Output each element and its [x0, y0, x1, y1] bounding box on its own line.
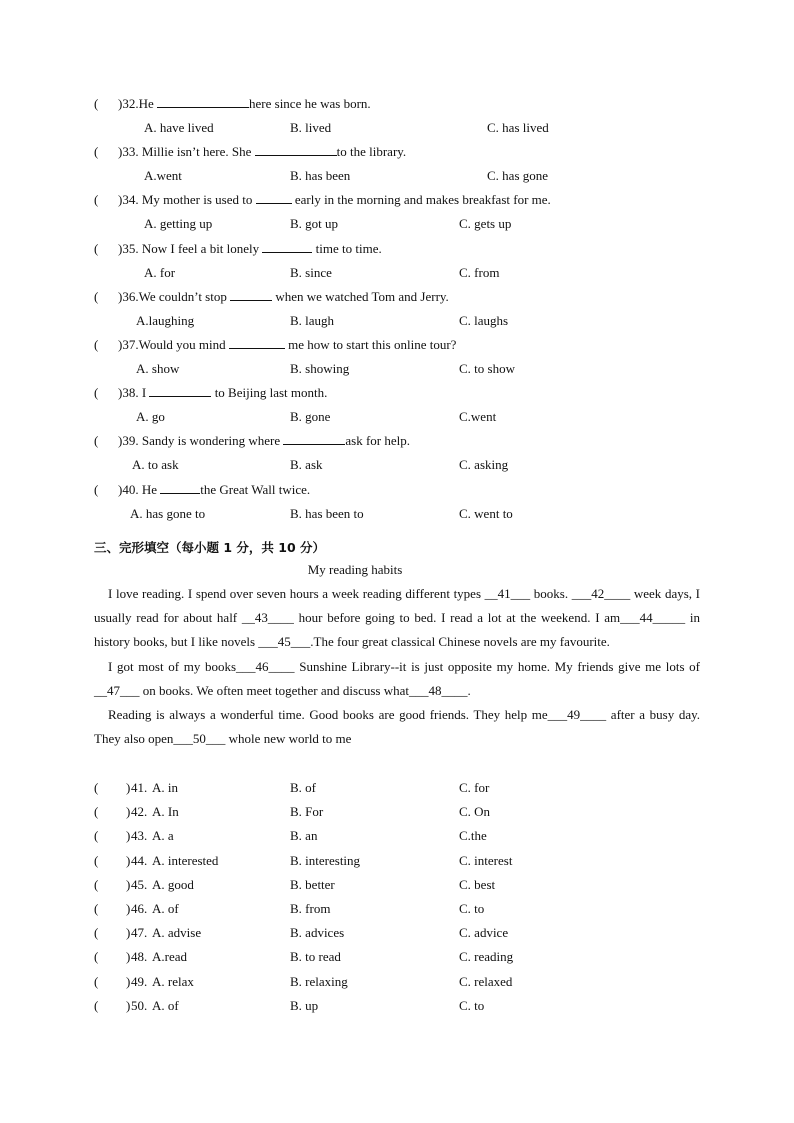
- question-number: 33.: [122, 144, 142, 160]
- question-text-before: He: [141, 481, 161, 497]
- question-stem: [94, 482, 310, 498]
- answer-paren-open[interactable]: (: [94, 192, 99, 208]
- option-b[interactable]: B. has been to: [290, 505, 364, 521]
- option-b[interactable]: B. interesting: [290, 852, 361, 868]
- option-c[interactable]: C. reading: [459, 949, 514, 965]
- option-b[interactable]: B. to read: [290, 949, 341, 965]
- answer-paren-open[interactable]: (: [94, 337, 99, 352]
- answer-paren-close: ): [118, 192, 123, 208]
- option-c[interactable]: C. has lived: [487, 120, 549, 135]
- question-text-before: Millie isn’t here. She: [141, 144, 255, 160]
- option-a[interactable]: A. to ask: [132, 457, 179, 473]
- passage-paragraph-1: I love reading. I spend over seven hours a week reading different types __41___ books. ___42____ week days, I usually read for about half __43____ hour before going to bed. I read a lot at the weekend. I am___44_____ in history books, but I like novels ___45___.The four great classical Chinese novels are my favourite.: [94, 586, 700, 650]
- option-a[interactable]: A. of: [152, 997, 179, 1013]
- answer-paren-open[interactable]: (: [94, 144, 99, 160]
- option-b[interactable]: B. of: [290, 780, 316, 795]
- answer-paren-open[interactable]: (: [94, 481, 99, 497]
- answer-paren-open[interactable]: (: [94, 997, 99, 1013]
- question-text-after: when we watched Tom and Jerry.: [272, 288, 449, 304]
- cloze-number: 47.: [131, 925, 148, 941]
- cloze-number: 45.: [131, 876, 148, 892]
- question-text-before: I: [141, 385, 150, 401]
- section-heading: 三、完形填空（每小题 1 分，共 10 分）: [94, 540, 326, 555]
- passage-paragraph-3: Reading is always a wonderful time. Good books are good friends. They help me___49____ after a busy day. They also open___50___ whole new world to me: [94, 707, 700, 747]
- answer-paren-close: ): [118, 96, 123, 111]
- option-c[interactable]: C. for: [459, 780, 490, 795]
- question-number: 40.: [122, 481, 142, 497]
- question-stem: [94, 385, 327, 401]
- option-c[interactable]: C. best: [459, 876, 496, 892]
- question-number: 36.: [122, 288, 139, 304]
- fill-blank[interactable]: [160, 482, 200, 494]
- option-c[interactable]: C. asking: [459, 457, 509, 473]
- option-c[interactable]: C. to show: [459, 361, 515, 376]
- option-b[interactable]: B. got up: [290, 216, 339, 232]
- answer-paren-close: ): [118, 433, 123, 449]
- option-b[interactable]: B. showing: [290, 361, 350, 376]
- answer-paren-open[interactable]: (: [94, 385, 99, 401]
- question-text-before: Would you mind: [138, 337, 229, 352]
- option-a[interactable]: A. good: [152, 876, 194, 892]
- answer-paren-close: ): [118, 337, 123, 352]
- fill-blank[interactable]: [157, 96, 249, 108]
- answer-paren-close: ): [126, 828, 131, 844]
- option-a[interactable]: A. show: [136, 361, 180, 376]
- answer-paren-close: ): [126, 997, 131, 1013]
- option-a[interactable]: A.laughing: [136, 312, 195, 328]
- answer-paren-close: ): [126, 901, 131, 916]
- option-b[interactable]: B. laugh: [290, 312, 335, 328]
- fill-blank[interactable]: [230, 289, 272, 301]
- option-b[interactable]: B. from: [290, 901, 331, 916]
- fill-blank[interactable]: [283, 433, 345, 445]
- question-number: 32.: [122, 96, 139, 111]
- option-a[interactable]: A. has gone to: [130, 505, 206, 521]
- option-b[interactable]: B. advices: [290, 925, 345, 941]
- fill-blank[interactable]: [262, 241, 312, 253]
- passage-title: My reading habits: [307, 562, 403, 577]
- option-b[interactable]: B. For: [290, 804, 324, 820]
- cloze-number: 42.: [131, 804, 148, 820]
- option-b[interactable]: B. gone: [290, 409, 331, 425]
- question-number: 37.: [122, 337, 139, 352]
- option-c[interactable]: C. from: [459, 264, 500, 280]
- question-text-before: He: [138, 96, 158, 111]
- answer-paren-close: ): [118, 288, 123, 304]
- cloze-number: 49.: [131, 973, 148, 989]
- option-a[interactable]: A. advise: [152, 925, 202, 941]
- option-b[interactable]: B. relaxing: [290, 973, 348, 989]
- option-b[interactable]: B. ask: [290, 457, 323, 473]
- option-b[interactable]: B. has been: [290, 168, 351, 184]
- answer-paren-close: ): [126, 780, 131, 795]
- option-b[interactable]: B. an: [290, 828, 318, 844]
- option-a[interactable]: A. getting up: [144, 216, 213, 232]
- answer-paren-open[interactable]: (: [94, 828, 99, 844]
- question-number: 34.: [122, 192, 142, 208]
- option-a[interactable]: A. relax: [152, 973, 194, 989]
- question-stem: [94, 96, 371, 112]
- question-text-before: Now I feel a bit lonely: [141, 240, 263, 256]
- question-text-before: My mother is used to: [141, 192, 256, 208]
- question-stem: [94, 192, 551, 208]
- option-a[interactable]: A. In: [152, 804, 179, 820]
- option-b[interactable]: B. up: [290, 997, 319, 1013]
- option-b[interactable]: B. since: [290, 264, 332, 280]
- cloze-number: 48.: [131, 949, 148, 965]
- option-c[interactable]: C. gets up: [459, 216, 512, 232]
- answer-paren-close: ): [126, 973, 131, 989]
- option-a[interactable]: A.read: [152, 949, 188, 965]
- cloze-number: 50.: [131, 997, 148, 1013]
- question-number: 39.: [122, 433, 142, 449]
- cloze-number: 41.: [131, 780, 148, 795]
- question-stem: [94, 241, 382, 257]
- answer-paren-close: ): [126, 852, 131, 868]
- question-text-after: to Beijing last month.: [211, 385, 328, 401]
- option-c[interactable]: C.went: [459, 409, 497, 425]
- option-a[interactable]: A. in: [152, 780, 178, 795]
- answer-paren-open[interactable]: (: [94, 876, 99, 892]
- answer-paren-open[interactable]: (: [94, 96, 99, 111]
- answer-paren-close: ): [118, 240, 123, 256]
- answer-paren-close: ): [126, 876, 131, 892]
- question-text-after: here since he was born.: [249, 96, 371, 111]
- answer-paren-open[interactable]: (: [94, 973, 99, 989]
- fill-blank[interactable]: [256, 192, 292, 204]
- question-text-after: the Great Wall twice.: [200, 481, 311, 497]
- fill-blank[interactable]: [149, 385, 211, 397]
- option-c[interactable]: C. advice: [459, 925, 509, 941]
- question-stem: [94, 289, 449, 305]
- fill-blank[interactable]: [229, 337, 285, 349]
- option-b[interactable]: B. lived: [290, 120, 332, 135]
- option-a[interactable]: A. of: [152, 901, 179, 916]
- option-a[interactable]: A. a: [152, 828, 174, 844]
- option-c[interactable]: C. interest: [459, 852, 513, 868]
- option-c[interactable]: C. has gone: [487, 168, 549, 184]
- option-c[interactable]: C. to: [459, 901, 485, 916]
- question-number: 38.: [122, 385, 142, 401]
- cloze-number: 44.: [131, 852, 148, 868]
- answer-paren-close: ): [126, 804, 131, 820]
- option-a[interactable]: A. for: [144, 264, 176, 280]
- option-a[interactable]: A. interested: [152, 852, 219, 868]
- answer-paren-close: ): [118, 144, 123, 160]
- question-text-after: ask for help.: [345, 433, 410, 449]
- answer-paren-close: ): [126, 925, 131, 941]
- cloze-number: 43.: [131, 828, 148, 844]
- cloze-passage: [94, 582, 700, 751]
- answer-paren-open[interactable]: (: [94, 780, 99, 795]
- cloze-number: 46.: [131, 901, 148, 916]
- question-stem: [94, 433, 410, 449]
- option-c[interactable]: C. On: [459, 804, 491, 820]
- answer-paren-close: ): [118, 385, 123, 401]
- option-c[interactable]: C.the: [459, 828, 487, 844]
- question-text-after: to the library.: [336, 144, 407, 160]
- passage-paragraph-2: I got most of my books___46____ Sunshine Library--it is just opposite my home. My friends give me lots of __47___ on books. We often meet together and discuss what___48____.: [94, 658, 700, 698]
- answer-paren-open[interactable]: (: [94, 288, 99, 304]
- option-c[interactable]: C. relaxed: [459, 973, 513, 989]
- answer-paren-close: ): [118, 481, 123, 497]
- question-number: 35.: [122, 240, 142, 256]
- question-text-before: We couldn’t stop: [138, 288, 231, 304]
- option-a[interactable]: A.went: [144, 168, 182, 184]
- answer-paren-open[interactable]: (: [94, 240, 99, 256]
- question-text-after: me how to start this online tour?: [284, 337, 457, 352]
- option-a[interactable]: A. have lived: [144, 120, 214, 135]
- question-text-after: time to time.: [312, 240, 382, 256]
- answer-paren-open[interactable]: (: [94, 925, 99, 941]
- option-a[interactable]: A. go: [136, 409, 165, 425]
- answer-paren-open[interactable]: (: [94, 949, 99, 965]
- option-c[interactable]: C. to: [459, 997, 485, 1013]
- question-stem: [94, 337, 456, 353]
- question-stem: [94, 144, 406, 160]
- question-text-before: Sandy is wondering where: [141, 433, 284, 449]
- answer-paren-open[interactable]: (: [94, 901, 99, 916]
- option-c[interactable]: C. went to: [459, 505, 513, 521]
- answer-paren-close: ): [126, 949, 131, 965]
- answer-paren-open[interactable]: (: [94, 852, 99, 868]
- option-b[interactable]: B. better: [290, 876, 335, 892]
- fill-blank[interactable]: [255, 144, 337, 156]
- answer-paren-open[interactable]: (: [94, 433, 99, 449]
- answer-paren-open[interactable]: (: [94, 804, 99, 820]
- question-text-after: early in the morning and makes breakfast for me.: [291, 192, 551, 208]
- option-c[interactable]: C. laughs: [459, 312, 509, 328]
